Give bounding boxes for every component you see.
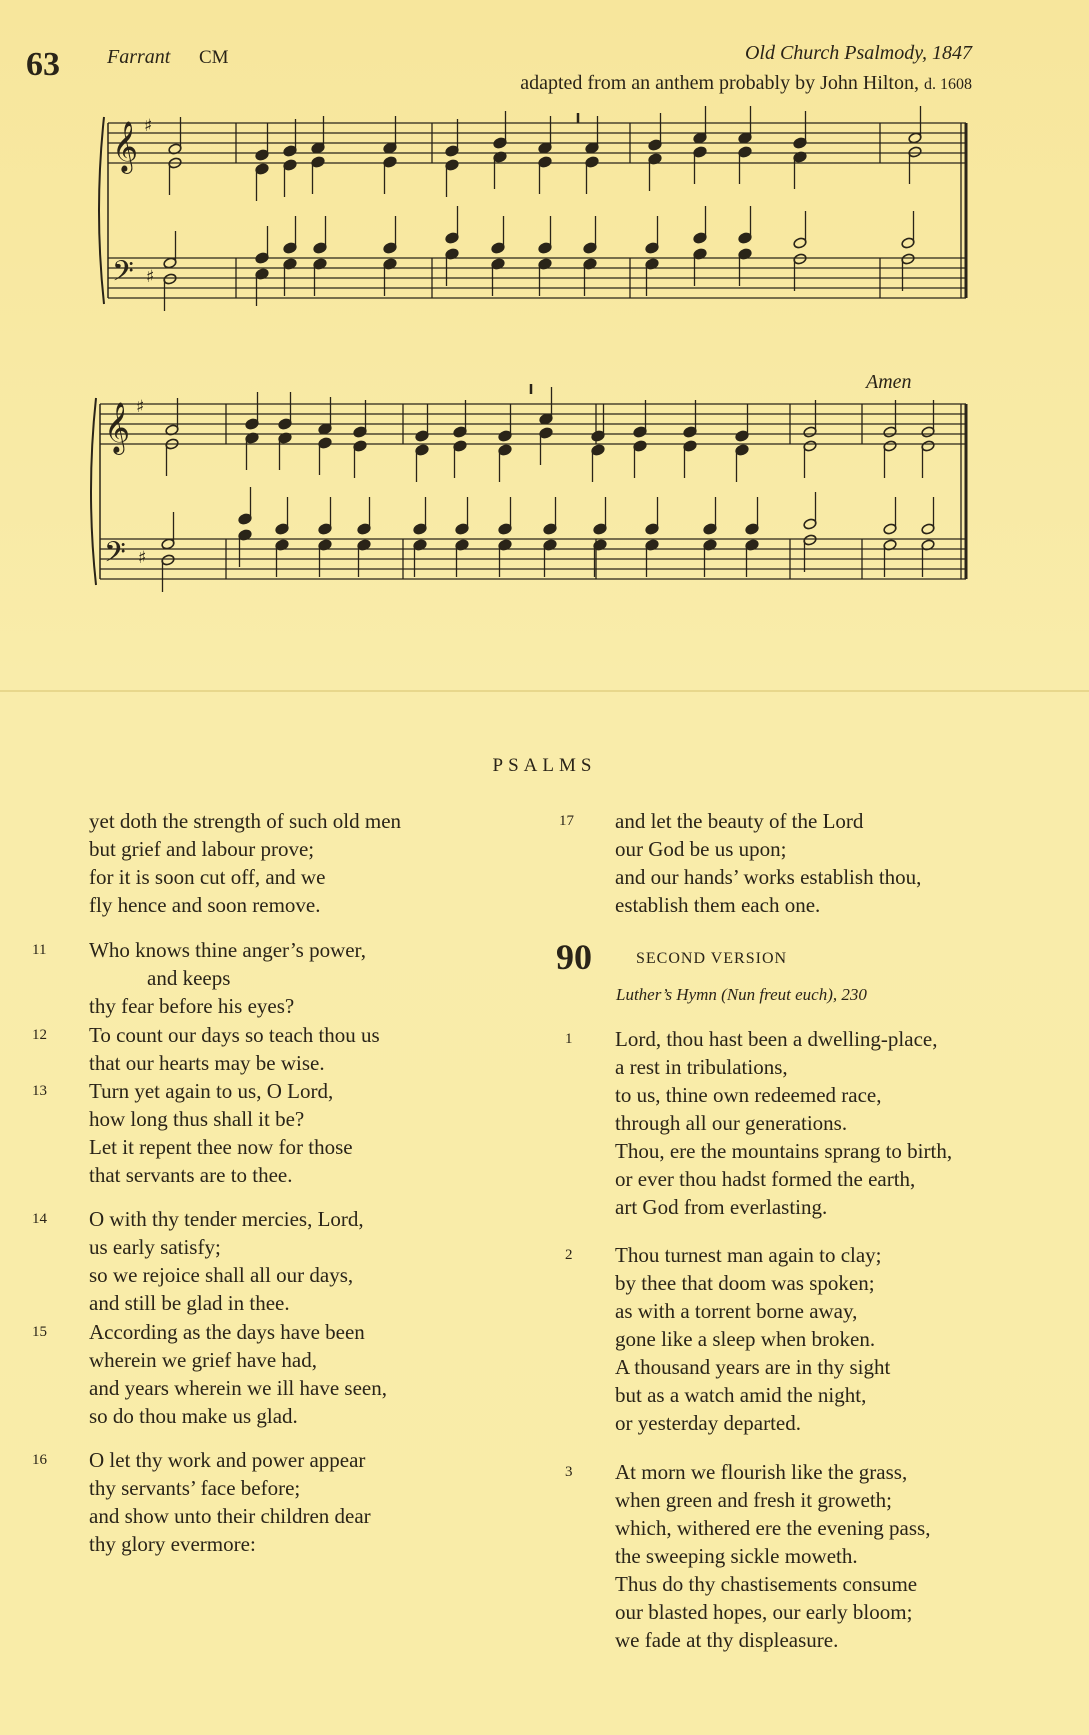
verse-line: that servants are to thee. [89, 1163, 293, 1187]
verse-line: A thousand years are in thy sight [615, 1355, 891, 1379]
verse-line: and still be glad in thee. [89, 1291, 290, 1315]
bass-clef: 𝄢 [104, 536, 126, 576]
verse-line: Lord, thou hast been a dwelling-place, [615, 1027, 938, 1051]
version-label: SECOND VERSION [636, 950, 788, 967]
verse-number: 13 [32, 1083, 47, 1099]
verse-line: O let thy work and power appear [89, 1448, 366, 1472]
sharp-sign: ♯ [136, 397, 145, 417]
adapted-date: d. 1608 [924, 76, 972, 93]
verse-line: which, withered ere the evening pass, [615, 1516, 931, 1540]
verse [89, 1077, 353, 1189]
verse-line: gone like a sleep when broken. [615, 1327, 876, 1351]
verse-line: Who knows thine anger’s power, [89, 938, 366, 962]
sharp-sign: ♯ [144, 116, 153, 136]
verse-line: Thou turnest man again to clay; [615, 1243, 882, 1267]
verse-line: when green and fresh it groweth; [615, 1488, 892, 1512]
verse-line: thy fear before his eyes? [89, 994, 295, 1018]
verse-number: 1 [565, 1031, 573, 1047]
verse-line: we fade at thy displeasure. [615, 1628, 839, 1652]
verse-line: us early satisfy; [89, 1235, 221, 1259]
verse-line: or yesterday departed. [615, 1411, 801, 1435]
verse-line: as with a torrent borne away, [615, 1299, 858, 1323]
treble-clef: 𝄞 [112, 121, 139, 172]
verse-line: or ever thou hadst formed the earth, [615, 1167, 916, 1191]
verse-line: establish them each one. [615, 893, 821, 917]
verse-line: our blasted hopes, our early bloom; [615, 1600, 913, 1624]
treble-clef: 𝄞 [104, 402, 131, 453]
verse-line: and our hands’ works establish thou, [615, 865, 922, 889]
verse-line: and years wherein we ill have seen, [89, 1376, 387, 1400]
verse-number: 11 [32, 942, 47, 958]
verse-line: wherein we grief have had, [89, 1348, 317, 1372]
verse-number: 16 [32, 1452, 47, 1468]
verse-line: Thus do thy chastisements consume [615, 1572, 918, 1596]
page-fold [0, 690, 1089, 692]
music-score [0, 0, 1089, 640]
verse-line: At morn we flourish like the grass, [615, 1460, 908, 1484]
amen-label: Amen [866, 371, 912, 393]
verse-number: 3 [565, 1464, 573, 1480]
verse-line: art God from everlasting. [615, 1195, 828, 1219]
verse-number: 12 [32, 1027, 47, 1043]
verse-line: the sweeping sickle moweth. [615, 1544, 858, 1568]
bass-clef: 𝄢 [112, 255, 134, 295]
verse-number: 15 [32, 1324, 47, 1340]
verse-line: Thou, ere the mountains sprang to birth, [615, 1139, 953, 1163]
verse-line: and keeps [147, 966, 231, 990]
verse-line: through all our generations. [615, 1111, 848, 1135]
verse-line: Let it repent thee now for those [89, 1135, 353, 1159]
brace [91, 398, 96, 585]
verse-line: that our hearts may be wise. [89, 1051, 325, 1075]
adapted-text: adapted from an anthem probably by John Hilton, [520, 72, 919, 94]
verse-line: yet doth the strength of such old men [89, 809, 402, 833]
verse [89, 1021, 380, 1077]
verse [615, 1025, 952, 1221]
verse [89, 1446, 371, 1558]
verse-line: According as the days have been [89, 1320, 365, 1344]
tune-name: Farrant [107, 46, 171, 68]
verse-line: and show unto their children dear [89, 1504, 371, 1528]
verse-line: so we rejoice shall all our days, [89, 1263, 354, 1287]
sharp-sign: ♯ [138, 548, 147, 568]
verse [615, 1241, 890, 1437]
verse-line: but as a watch amid the night, [615, 1383, 867, 1407]
brace [99, 117, 104, 304]
verse-line: fly hence and soon remove. [89, 893, 321, 917]
verse-line: a rest in tribulations, [615, 1055, 788, 1079]
verse-line: thy servants’ face before; [89, 1476, 301, 1500]
verse-line: but grief and labour prove; [89, 837, 315, 861]
verse-line: to us, thine own redeemed race, [615, 1083, 882, 1107]
staff-systems [91, 106, 966, 592]
verse [89, 936, 366, 1020]
verse-line: and let the beauty of the Lord [615, 809, 864, 833]
verse-line: thy glory evermore: [89, 1532, 256, 1556]
verse-line: so do thou make us glad. [89, 1404, 298, 1428]
meter: CM [199, 47, 229, 68]
verse [89, 807, 401, 919]
sharp-sign: ♯ [146, 267, 155, 287]
source-credit: Old Church Psalmody, 1847 [744, 42, 972, 64]
verse-line: by thee that doom was spoken; [615, 1271, 875, 1295]
verse-line: Turn yet again to us, O Lord, [89, 1079, 334, 1103]
verse [615, 1458, 930, 1654]
verse-line: To count our days so teach thou us [89, 1023, 380, 1047]
psalm-number: 90 [556, 937, 592, 977]
verse-line: for it is soon cut off, and we [89, 865, 326, 889]
hymn-number: 63 [26, 46, 60, 83]
verse-line: O with thy tender mercies, Lord, [89, 1207, 364, 1231]
tune-reference: Luther’s Hymn (Nun freut euch), 230 [616, 985, 867, 1004]
verse-number: 2 [565, 1247, 573, 1263]
verse-number: 17 [559, 813, 574, 829]
verse [615, 807, 921, 919]
verse-line: how long thus shall it be? [89, 1107, 305, 1131]
verse-line: our God be us upon; [615, 837, 787, 861]
verse-number: 14 [32, 1211, 47, 1227]
section-title: PSALMS [492, 755, 597, 776]
verse [89, 1205, 364, 1317]
verse [89, 1318, 387, 1430]
